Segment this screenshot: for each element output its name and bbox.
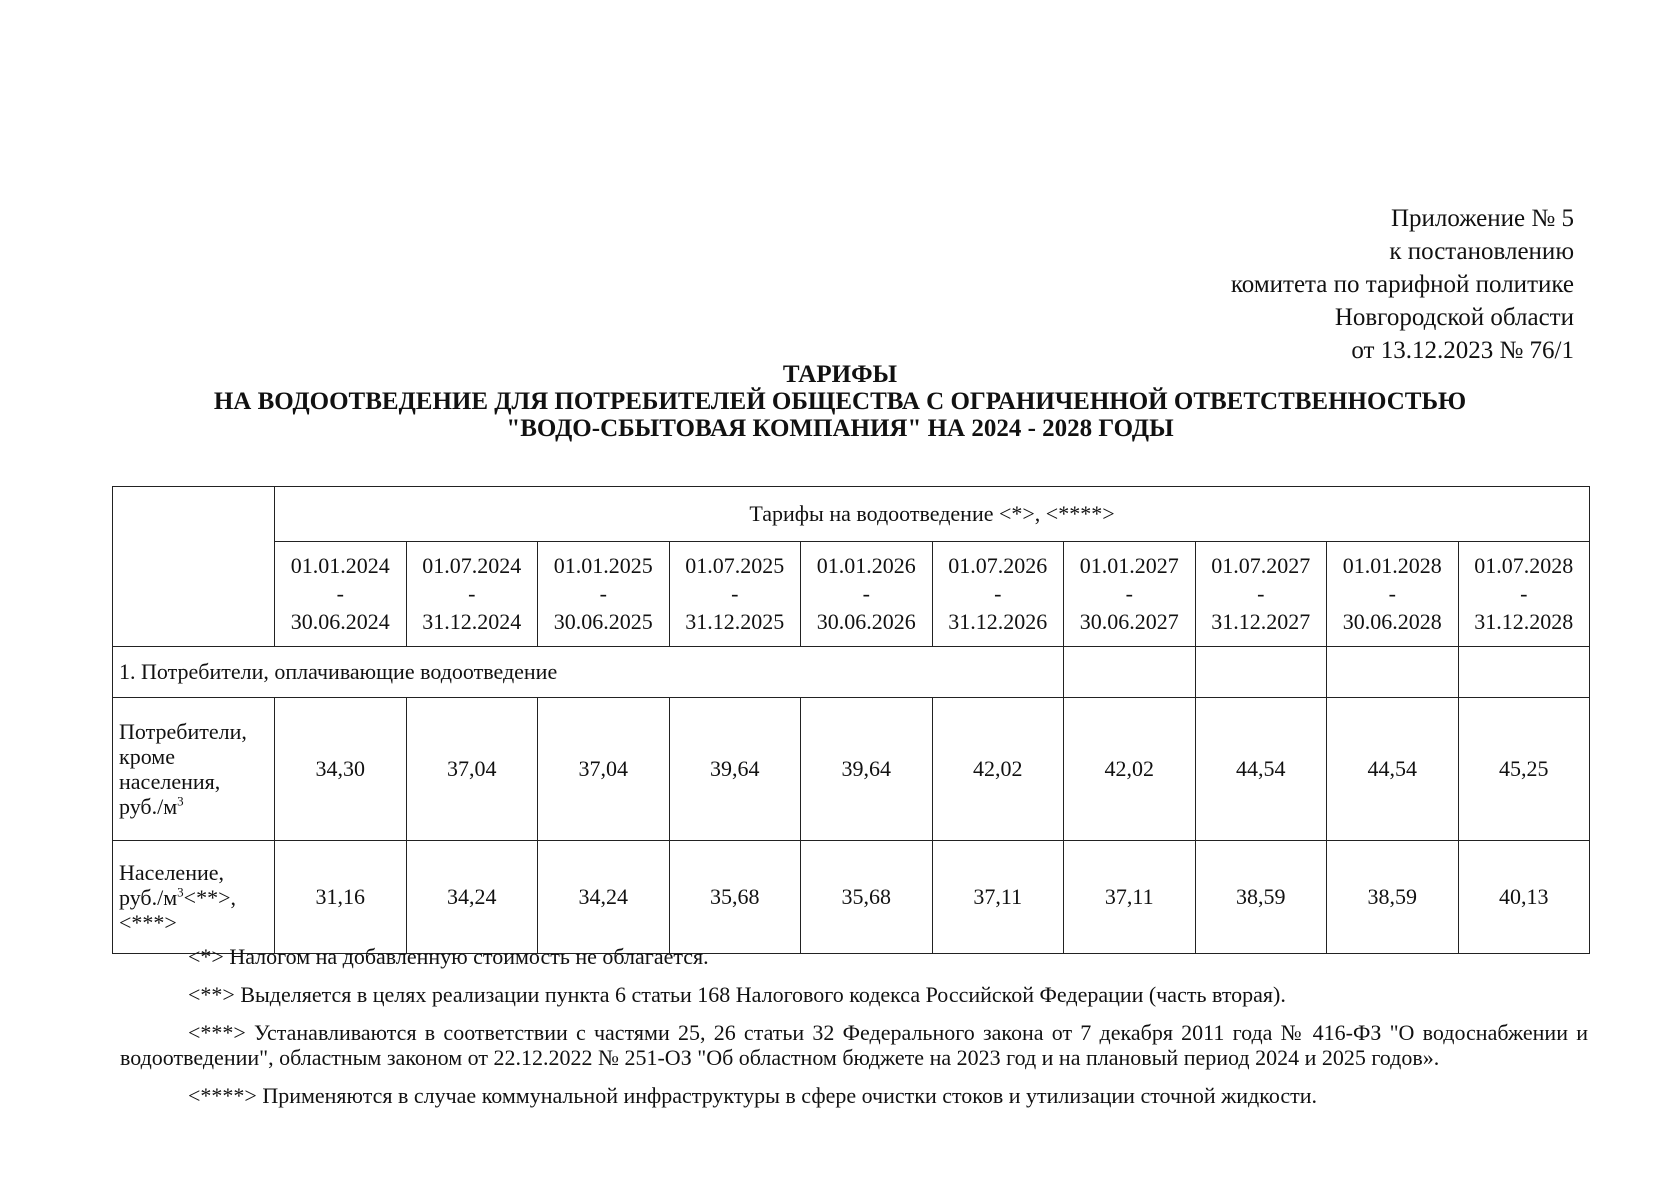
period-from: 01.07.2028 bbox=[1474, 553, 1574, 578]
tariff-value-cell: 37,11 bbox=[932, 841, 1064, 954]
appendix-number: Приложение № 5 bbox=[1390, 205, 1574, 232]
period-header-cell bbox=[932, 542, 1064, 647]
period-dash: - bbox=[994, 581, 1002, 606]
period-header-cell bbox=[669, 542, 801, 647]
period-header-cell bbox=[1195, 542, 1327, 647]
tariff-value-cell: 44,54 bbox=[1327, 698, 1459, 841]
period-header-cell bbox=[1064, 542, 1196, 647]
tariff-value-cell: 45,25 bbox=[1458, 698, 1590, 841]
tariff-value-cell: 37,04 bbox=[538, 698, 670, 841]
footnote: <****> Применяются в случае коммунальной инфраструктуры в сфере очистки стоков и утилизации сточной жидкости. bbox=[188, 1083, 1318, 1108]
period-from: 01.01.2025 bbox=[553, 553, 653, 578]
tariff-value-cell: 38,59 bbox=[1195, 841, 1327, 954]
title-line-3: "ВОДО-СБЫТОВАЯ КОМПАНИЯ" НА 2024 - 2028 ГОДЫ bbox=[506, 415, 1174, 442]
appendix-region: Новгородской области bbox=[1334, 304, 1574, 331]
period-dash: - bbox=[599, 581, 607, 606]
section-empty-cell bbox=[1195, 647, 1327, 698]
section-empty-cell bbox=[1327, 647, 1459, 698]
period-dash: - bbox=[1125, 581, 1133, 606]
period-dash: - bbox=[862, 581, 870, 606]
period-header-cell bbox=[406, 542, 538, 647]
period-to: 30.06.2028 bbox=[1342, 609, 1442, 634]
appendix-reference bbox=[1231, 202, 1574, 367]
period-dash: - bbox=[1520, 581, 1528, 606]
tariff-value-cell: 34,24 bbox=[406, 841, 538, 954]
appendix-resolution: к постановлению bbox=[1389, 238, 1574, 265]
appendix-date: от 13.12.2023 № 76/1 bbox=[1351, 337, 1574, 364]
period-to: 31.12.2025 bbox=[685, 609, 785, 634]
period-dash: - bbox=[336, 581, 344, 606]
tariff-value-cell: 31,16 bbox=[275, 841, 407, 954]
period-from: 01.07.2026 bbox=[948, 553, 1048, 578]
tariff-value-cell: 34,24 bbox=[538, 841, 670, 954]
row-label: Потребители, кроме населения, $руб./м^3$ bbox=[113, 698, 275, 841]
tariff-value-cell: 42,02 bbox=[1064, 698, 1196, 841]
section-empty-cell bbox=[1064, 647, 1196, 698]
tariff-value-cell: 38,59 bbox=[1327, 841, 1459, 954]
period-header-cell bbox=[801, 542, 933, 647]
period-header-cell bbox=[1458, 542, 1590, 647]
period-to: 31.12.2024 bbox=[422, 609, 522, 634]
row-label: Население, $руб./м^3<**>$, <***> bbox=[113, 841, 275, 954]
period-dash: - bbox=[731, 581, 739, 606]
tariff-value-cell: 35,68 bbox=[801, 841, 933, 954]
section-row bbox=[113, 647, 1590, 698]
period-header-cell bbox=[538, 542, 670, 647]
period-to: 31.12.2028 bbox=[1474, 609, 1574, 634]
title-line-1: ТАРИФЫ bbox=[782, 361, 898, 388]
appendix-committee: комитета по тарифной политике bbox=[1230, 271, 1574, 298]
document-title bbox=[100, 361, 1580, 442]
table-row bbox=[113, 698, 1590, 841]
period-to: 30.06.2027 bbox=[1079, 609, 1179, 634]
tariff-value-cell: 39,64 bbox=[801, 698, 933, 841]
period-to: 30.06.2024 bbox=[290, 609, 390, 634]
tariff-value-cell: 37,04 bbox=[406, 698, 538, 841]
period-header-cell bbox=[275, 542, 407, 647]
period-header-row bbox=[113, 542, 1590, 647]
footnote: <*> Налогом на добавленную стоимость не облагается. bbox=[188, 944, 709, 969]
period-from: 01.01.2024 bbox=[290, 553, 390, 578]
tariff-table bbox=[112, 486, 1590, 954]
period-to: 31.12.2026 bbox=[948, 609, 1048, 634]
period-to: 31.12.2027 bbox=[1211, 609, 1311, 634]
table-corner-cell bbox=[113, 487, 275, 647]
section-label: 1. Потребители, оплачивающие водоотведение bbox=[113, 647, 1064, 698]
footnotes bbox=[120, 944, 1588, 1121]
period-dash: - bbox=[1388, 581, 1396, 606]
period-to: 30.06.2025 bbox=[553, 609, 653, 634]
period-header-cell bbox=[1327, 542, 1459, 647]
period-from: 01.07.2024 bbox=[422, 553, 522, 578]
period-from: 01.07.2025 bbox=[685, 553, 785, 578]
period-from: 01.01.2026 bbox=[816, 553, 916, 578]
tariff-value-cell: 44,54 bbox=[1195, 698, 1327, 841]
period-to: 30.06.2026 bbox=[816, 609, 916, 634]
footnote: <**> Выделяется в целях реализации пункта 6 статьи 168 Налогового кодекса Российской Федерации (часть вторая). bbox=[188, 982, 1286, 1007]
tariff-value-cell: 35,68 bbox=[669, 841, 801, 954]
section-empty-cell bbox=[1458, 647, 1590, 698]
period-dash: - bbox=[1257, 581, 1265, 606]
tariff-value-cell: 34,30 bbox=[275, 698, 407, 841]
title-line-2: НА ВОДООТВЕДЕНИЕ ДЛЯ ПОТРЕБИТЕЛЕЙ ОБЩЕСТВА С ОГРАНИЧЕННОЙ ОТВЕТСТВЕННОСТЬЮ bbox=[213, 388, 1467, 415]
table-main-header: Тарифы на водоотведение <*>, <****> bbox=[275, 487, 1590, 542]
table-header-row bbox=[113, 487, 1590, 542]
tariff-value-cell: 40,13 bbox=[1458, 841, 1590, 954]
footnote: <***> Устанавливаются в соответствии с частями 25, 26 статьи 32 Федерального закона от 7 декабря 2011 года № 416-ФЗ "О водоснабжении и водоотведении", областным законом от 22.12.2022 № 251-ОЗ "Об областном бюджете на 2023 год и на плановый период 2024 и 2025 годов». bbox=[120, 1020, 1588, 1070]
period-from: 01.07.2027 bbox=[1211, 553, 1311, 578]
period-dash: - bbox=[468, 581, 476, 606]
tariff-value-cell: 39,64 bbox=[669, 698, 801, 841]
tariff-value-cell: 42,02 bbox=[932, 698, 1064, 841]
period-from: 01.01.2028 bbox=[1342, 553, 1442, 578]
period-from: 01.01.2027 bbox=[1079, 553, 1179, 578]
table-row bbox=[113, 841, 1590, 954]
tariff-value-cell: 37,11 bbox=[1064, 841, 1196, 954]
